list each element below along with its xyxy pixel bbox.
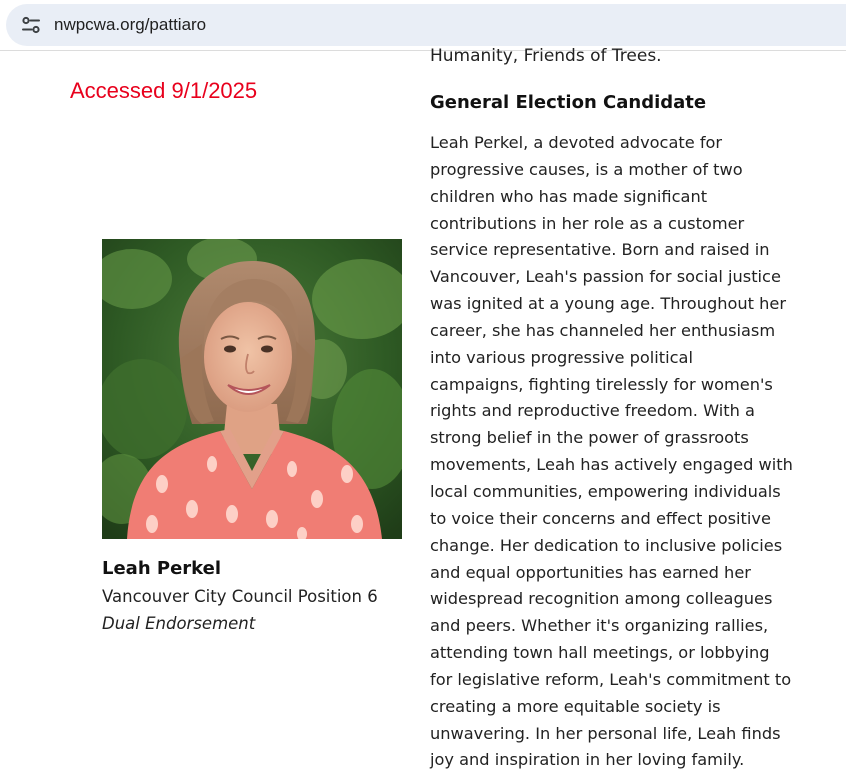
bio-line: Vancouver, Leah's passion for social justice (430, 267, 781, 287)
bio-line: for legislative reform, Leah's commitment to (430, 669, 792, 689)
bio-line: children who has made significant (430, 186, 708, 206)
bio-line: was ignited at a young age. Throughout her (430, 294, 787, 314)
bio-line: change. Her dedication to inclusive policies (430, 535, 783, 555)
bio-line: career, she has channeled her enthusiasm (430, 320, 776, 340)
bio-line: campaigns, fighting tirelessly for women's (430, 374, 773, 394)
bio-line: unwavering. In her personal life, Leah finds (430, 723, 781, 743)
candidate-photo (102, 239, 402, 539)
endorsement-type: Dual Endorsement (102, 614, 256, 633)
bio-line: widespread recognition among colleagues (430, 589, 773, 609)
accessed-note: Accessed 9/1/2025 (70, 78, 258, 103)
url-field[interactable] (6, 4, 846, 46)
bio-line: contributions in her role as a customer (430, 213, 745, 233)
bio-line: Leah Perkel, a devoted advocate for (430, 133, 723, 152)
bio-line: and equal opportunities has earned her (430, 562, 751, 582)
bio-line: service representative. Born and raised in (430, 240, 770, 260)
bio-line: and peers. Whether it's organizing rallies, (430, 616, 769, 636)
bio-line: rights and reproductive freedom. With a (430, 401, 755, 421)
cut-off-text: Humanity, Friends of Trees. (430, 46, 662, 66)
section-heading: General Election Candidate (430, 92, 707, 113)
bio-line: creating a more equitable society is (430, 696, 721, 716)
tune-sliders-icon[interactable] (20, 14, 42, 36)
bio-line: movements, Leah has actively engaged with (430, 455, 793, 475)
candidate-bio (430, 130, 825, 774)
bio-line: local communities, empowering individuals (430, 481, 781, 501)
candidate-name: Leah Perkel (102, 558, 222, 579)
bio-line: joy and inspiration in her loving family. (430, 750, 745, 770)
browser-address-bar (0, 0, 846, 51)
bio-line: strong belief in the power of grassroots (430, 428, 749, 448)
bio-line: to voice their concerns and effect positive (430, 508, 771, 528)
bio-line: into various progressive political (430, 347, 693, 367)
candidate-position: Vancouver City Council Position 6 (102, 587, 378, 606)
url-text[interactable]: nwpcwa.org/pattiaro (54, 15, 207, 34)
bio-line: progressive causes, is a mother of two (430, 159, 743, 179)
bio-line: attending town hall meetings, or lobbying (430, 643, 770, 663)
